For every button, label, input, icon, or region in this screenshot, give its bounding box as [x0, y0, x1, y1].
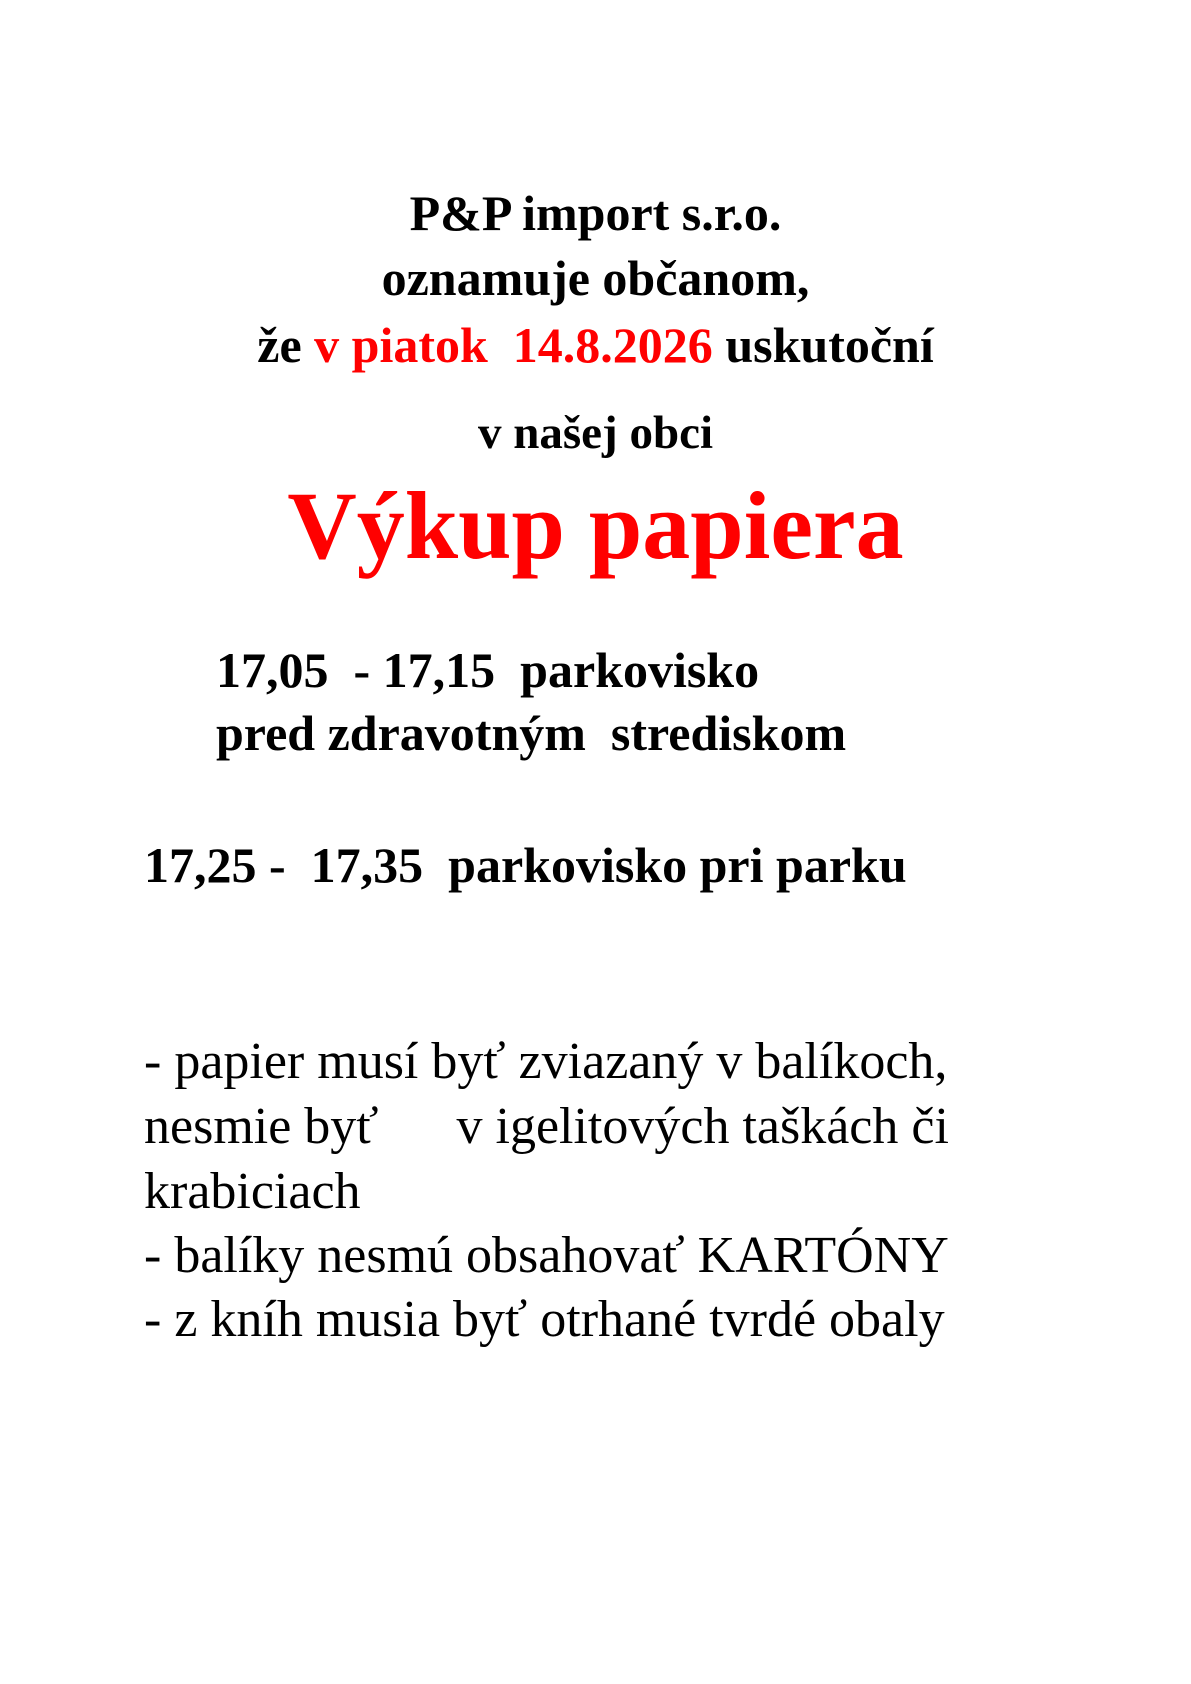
date-prefix: že — [257, 317, 315, 373]
announcement-line: oznamuje občanom, — [381, 250, 810, 306]
rule-line: nesmie byť v igelitových taškách či — [144, 1098, 949, 1155]
date-suffix: uskutoční — [712, 317, 934, 373]
village-line: v našej obci — [478, 407, 713, 459]
rule-line: - z kníh musia byť otrhané tvrdé obaly — [144, 1291, 945, 1348]
date-line — [0, 317, 1191, 373]
page-title: Výkup papiera — [287, 472, 904, 579]
company-name: P&P import s.r.o. — [409, 185, 782, 241]
schedule-slot-1-place: pred zdravotným strediskom — [216, 705, 847, 761]
rule-line: - balíky nesmú obsahovať KARTÓNY — [144, 1227, 949, 1284]
rule-line: krabiciach — [144, 1163, 361, 1220]
schedule-slot-1-time: 17,05 - 17,15 parkovisko — [216, 642, 760, 698]
schedule-slot-2: 17,25 - 17,35 parkovisko pri parku — [144, 837, 907, 893]
rule-line: - papier musí byť zviazaný v balíkoch, — [144, 1033, 948, 1090]
date-highlight: v piatok 14.8.2026 — [314, 317, 713, 373]
